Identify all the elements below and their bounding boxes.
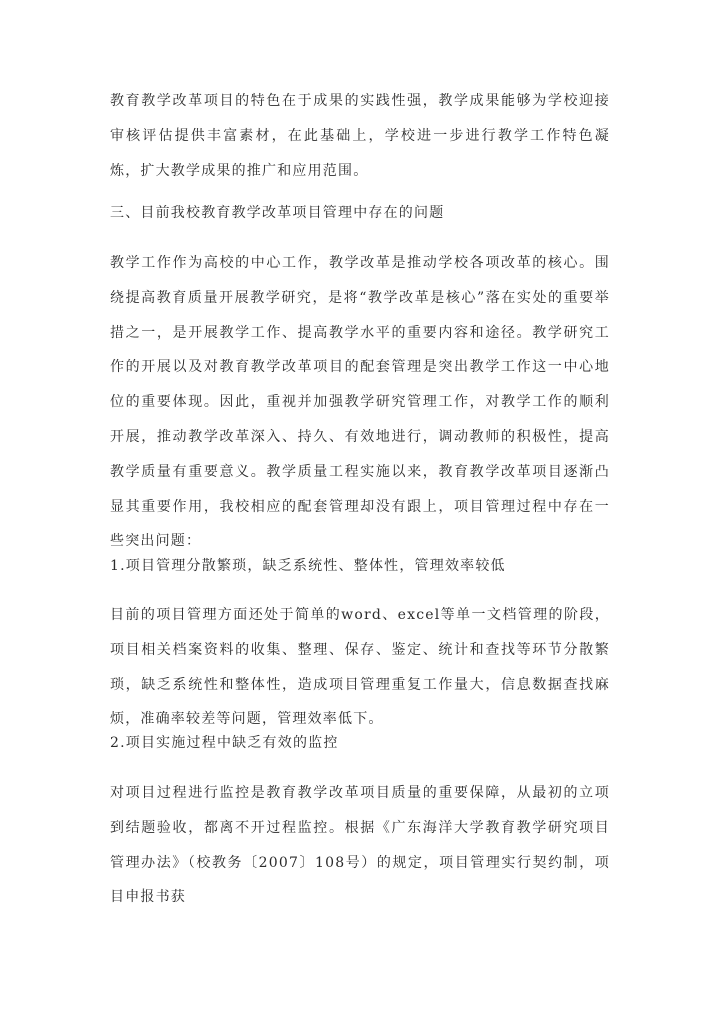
paragraph-process-monitoring: 对项目过程进行监控是教育教学改革项目质量的重要保障，从最初的立项到结题验收，都离不开过程监控。根据《广东海洋大学教育教学研究项目管理办法》（校教务〔2007〕108号）的规定，项目管理实行契约制，项目申报书获: [110, 785, 610, 906]
paragraph-teaching-reform-features: 教育教学改革项目的特色在于成果的实践性强，教学成果能够为学校迎接审核评估提供丰富素材，在此基础上，学校进一步进行教学工作特色凝炼，扩大教学成果的推广和应用范围。: [110, 93, 610, 179]
section-heading-problems: 三、目前我校教育教学改革项目管理中存在的问题: [110, 205, 445, 221]
paragraph-document-management: 目前的项目管理方面还处于简单的word、excel等单一文档管理的阶段，项目相关档案资料的收集、整理、保存、鉴定、统计和查找等环节分散繁琐，缺乏系统性和整体性，造成项目管理重复工作量大，信息数据查找麻烦，准确率较差等问题，管理效率低下。: [110, 607, 610, 728]
paragraph-teaching-work-core: 教学工作作为高校的中心工作，教学改革是推动学校各项改革的核心。围绕提高教育质量开展教学研究，是将“教学改革是核心”落在实处的重要举措之一，是开展教学工作、提高教学水平的重要内容和途径。教学研究工作的开展以及对教育教学改革项目的配套管理是突出教学工作这一中心地位的重要体现。因此，重视并加强教学研究管理工作，对教学工作的顺利开展，推动教学改革深入、持久、有效地进行，调动教师的积极性，提高教学质量有重要意义。教学质量工程实施以来，教育教学改革项目逐渐凸显其重要作用，我校相应的配套管理却没有跟上，项目管理过程中存在一些突出问题：: [110, 255, 610, 550]
subheading-scattered-management: 1.项目管理分散繁琐，缺乏系统性、整体性，管理效率较低: [110, 558, 506, 574]
subheading-lack-of-monitoring: 2.项目实施过程中缺乏有效的监控: [110, 735, 339, 751]
